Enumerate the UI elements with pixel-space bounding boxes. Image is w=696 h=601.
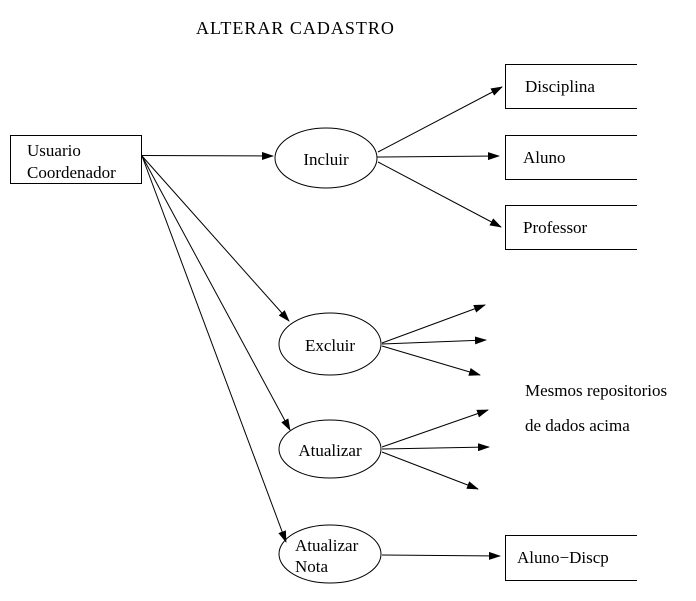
arrow-atualizar-fan-bottom bbox=[382, 452, 478, 489]
entity-label-disciplina: Disciplina bbox=[525, 77, 595, 96]
note-line2: de dados acima bbox=[525, 416, 630, 435]
usecase-label-incluir: Incluir bbox=[303, 150, 349, 169]
arrow-atualizar-fan-middle bbox=[382, 447, 489, 449]
actor-label-line1: Usuario bbox=[27, 141, 81, 160]
arrow-incluir-to-disciplina bbox=[378, 87, 502, 152]
arrow-actor-to-incluir bbox=[142, 156, 273, 157]
entity-label-aluno: Aluno bbox=[523, 148, 566, 167]
usecase-label-atualizar-nota-line1: Atualizar bbox=[295, 536, 359, 555]
arrow-incluir-to-professor bbox=[378, 162, 501, 227]
arrow-excluir-fan-top bbox=[382, 305, 485, 343]
usecase-label-excluir: Excluir bbox=[304, 336, 356, 355]
arrow-actor-to-atualizar-nota bbox=[142, 156, 286, 542]
entity-label-aluno-discp: Aluno−Discp bbox=[517, 548, 609, 567]
arrow-actor-to-excluir bbox=[142, 156, 289, 321]
arrow-excluir-fan-bottom bbox=[382, 346, 480, 375]
arrow-atualizar-fan-top bbox=[382, 410, 488, 447]
usecase-label-atualizar: Atualizar bbox=[298, 441, 362, 460]
actor-label-line2: Coordenador bbox=[27, 163, 116, 182]
diagram-title: ALTERAR CADASTRO bbox=[196, 18, 395, 38]
note-line1: Mesmos repositorios bbox=[525, 381, 668, 400]
arrow-incluir-to-aluno bbox=[377, 156, 499, 157]
arrow-excluir-fan-middle bbox=[382, 340, 486, 344]
arrow-atualizar-nota-to-aluno-discp bbox=[382, 555, 500, 556]
entity-label-professor: Professor bbox=[523, 218, 588, 237]
arrow-actor-to-atualizar bbox=[142, 156, 290, 430]
usecase-label-atualizar-nota-line2: Nota bbox=[295, 557, 329, 576]
